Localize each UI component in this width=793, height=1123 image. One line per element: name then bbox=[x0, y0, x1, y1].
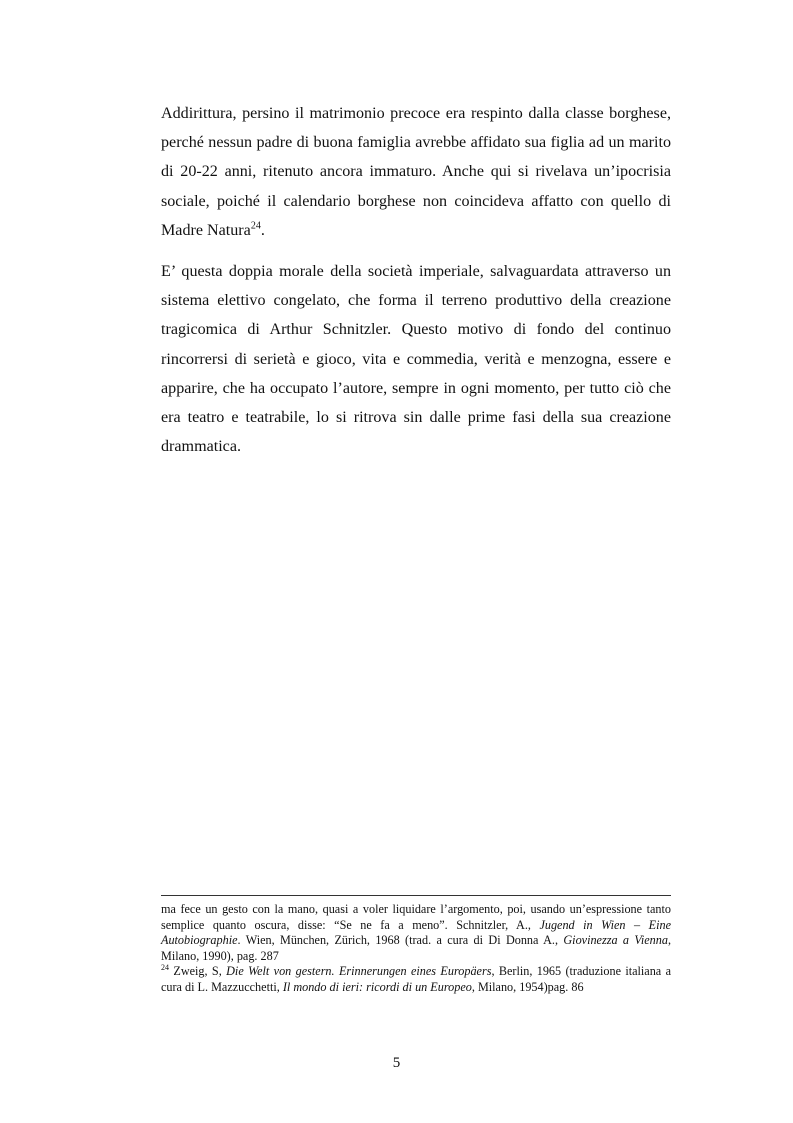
footnote-separator bbox=[161, 895, 671, 896]
footnote-text: , Milano, 1954)pag. 86 bbox=[471, 979, 584, 994]
page-number: 5 bbox=[392, 1055, 401, 1071]
footnote-24 bbox=[161, 964, 671, 995]
footnote-title-italic: Giovinezza a Vienna bbox=[563, 933, 668, 948]
footnote-text: , Milano, 1990), pag. 287 bbox=[161, 933, 672, 963]
footnote-title-italic: Il mondo di ieri: ricordi di un Europeo bbox=[282, 979, 472, 994]
paragraph-1-text: Addirittura, persino il matrimonio precoce era respinto dalla classe borghese, perché nessun padre di buona famiglia avrebbe affidato sua figlia ad un marito di 20-22 anni, ritenuto ancora immaturo. Anche qui si rivelava un’ipocrisia sociale, poiché il calendario borghese non coincideva affatto con quello di Madre Natura bbox=[161, 105, 671, 239]
footnote-title-italic: Jugend in Wien – Eine Autobiographie bbox=[161, 917, 671, 948]
footnote-text: Zweig, S, bbox=[169, 964, 227, 979]
body-text bbox=[161, 99, 671, 461]
footnote-number: 24 bbox=[161, 963, 169, 973]
paragraph-1 bbox=[161, 99, 671, 245]
paragraph-1-end: . bbox=[260, 221, 265, 239]
footnote-title-italic: Die Welt von gestern. Erinnerungen eines Europäers bbox=[226, 964, 492, 979]
footnote-text: , Berlin, 1965 (traduzione italiana a cura di L. Mazzucchetti, bbox=[161, 964, 671, 994]
footnote-text: ma fece un gesto con la mano, quasi a voler liquidare l’argomento, poi, usando un’espressione tanto semplice quanto oscura, disse: “Se ne fa a meno”. Schnitzler, A., bbox=[161, 902, 671, 932]
paragraph-2 bbox=[161, 257, 671, 461]
footnote-text: . Wien, München, Zürich, 1968 (trad. a cura di Di Donna A., bbox=[237, 933, 564, 948]
footnotes bbox=[161, 902, 671, 996]
footnote-ref-24[interactable]: 24 bbox=[250, 220, 261, 232]
paragraph-2-text: E’ questa doppia morale della società imperiale, salvaguardata attraverso un sistema elettivo congelato, che forma il terreno produttivo della creazione tragicomica di Arthur Schnitzler. Questo motivo di fondo del continuo rincorrersi di serietà e gioco, vita e commedia, verità e menzogna, essere e apparire, che ha occupato l’autore, sempre in ogni momento, per tutto ciò che era teatro e teatrabile, lo si ritrova sin dalle prime fasi della sua creazione drammatica. bbox=[161, 263, 671, 456]
footnote-continuation bbox=[161, 902, 671, 964]
